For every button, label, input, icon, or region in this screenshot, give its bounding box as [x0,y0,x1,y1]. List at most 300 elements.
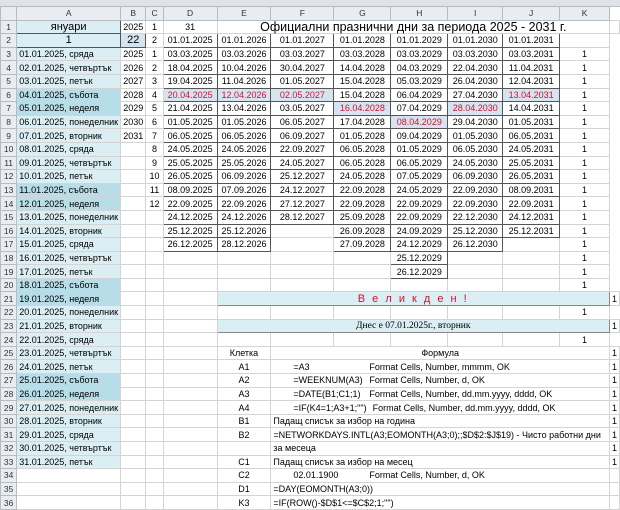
date-cell-16[interactable]: 16.01.2025, четвъртък [17,251,121,265]
cell-b22[interactable] [121,306,146,320]
holiday-e15[interactable]: 24.12.2026 [217,210,271,224]
date-cell-14[interactable]: 14.01.2025, вторник [17,224,121,238]
year-option-5[interactable]: 2029 [121,102,146,116]
holiday-e17[interactable]: 28.12.2026 [217,238,271,252]
month-option-5[interactable]: 5 [146,102,163,116]
row-header-4[interactable]: 4 [1,61,17,75]
date-cell-9[interactable]: 09.01.2025, четвъртък [17,156,121,170]
select-all-corner[interactable] [1,7,17,21]
row-header-36[interactable]: 36 [1,496,17,510]
cell-c23[interactable] [146,319,163,333]
holiday-g22[interactable] [334,306,391,320]
holiday-f11[interactable]: 24.05.2027 [271,156,334,170]
holiday-g3[interactable]: 03.03.2028 [334,47,391,61]
holiday-j8[interactable]: 01.05.2031 [503,115,560,129]
holiday-f6[interactable]: 02.05.2027 [271,88,334,102]
cell-c32[interactable] [146,442,163,456]
holiday-g6[interactable]: 15.04.2028 [334,88,391,102]
date-cell-18[interactable]: 18.01.2025, събота [17,278,121,292]
holiday-h4[interactable]: 04.03.2029 [391,61,448,75]
date-cell-19[interactable]: 19.01.2025, неделя [17,292,121,306]
row-header-8[interactable]: 8 [1,115,17,129]
cell-b27[interactable] [121,374,146,388]
month-option-7[interactable]: 7 [146,129,163,143]
holiday-i4[interactable]: 22.04.2030 [448,61,503,75]
cell-d21[interactable] [163,292,217,306]
holiday-d2[interactable]: 01.01.2025 [163,34,217,48]
holiday-e8[interactable]: 01.05.2026 [217,115,271,129]
holiday-f12[interactable]: 25.12.2027 [271,170,334,184]
row-header-21[interactable]: 21 [1,292,17,306]
row-header-32[interactable]: 32 [1,442,17,456]
date-cell-7[interactable]: 07.01.2025, вторник [17,129,121,143]
cell-a34[interactable] [17,469,121,483]
column-header-a[interactable]: A [17,7,121,21]
holiday-d8[interactable]: 01.05.2025 [163,115,217,129]
spreadsheet-grid[interactable] [0,6,620,510]
cell-d34[interactable] [163,469,217,483]
holiday-i19[interactable] [448,265,503,279]
month-option-3[interactable]: 3 [146,74,163,88]
cell-c34[interactable] [146,469,163,483]
holiday-f10[interactable]: 22.09.2027 [271,142,334,156]
column-header-h[interactable]: H [391,7,448,21]
row-header-34[interactable]: 34 [1,469,17,483]
holiday-h12[interactable]: 07.05.2029 [391,170,448,184]
holiday-f22[interactable] [271,306,334,320]
row-header-13[interactable]: 13 [1,183,17,197]
row-header-10[interactable]: 10 [1,142,17,156]
holiday-j24[interactable] [503,333,560,347]
holiday-g18[interactable] [334,251,391,265]
month-option-11[interactable]: 11 [146,183,163,197]
holiday-f24[interactable] [271,333,334,347]
cell-c15[interactable] [146,210,163,224]
cell-c33[interactable] [146,455,163,469]
holiday-i9[interactable]: 01.05.2030 [448,129,503,143]
holiday-g12[interactable]: 24.05.2028 [334,170,391,184]
row-header-28[interactable]: 28 [1,387,17,401]
holiday-h18[interactable]: 25.12.2029 [391,251,448,265]
date-cell-12[interactable]: 12.01.2025, неделя [17,197,121,211]
holiday-e9[interactable]: 06.05.2026 [217,129,271,143]
cell-c25[interactable] [146,346,163,360]
month-option-9[interactable]: 9 [146,156,163,170]
holiday-d9[interactable]: 06.05.2025 [163,129,217,143]
date-cell-15[interactable]: 15.01.2025, сряда [17,238,121,252]
cell-b15[interactable] [121,210,146,224]
holiday-g24[interactable] [334,333,391,347]
holiday-f5[interactable]: 01.05.2027 [271,74,334,88]
holiday-j7[interactable]: 14.04.2031 [503,102,560,116]
holiday-j5[interactable]: 12.04.2031 [503,74,560,88]
column-header-b[interactable]: B [121,7,146,21]
cell-c30[interactable] [146,414,163,428]
month-option-4[interactable]: 4 [146,88,163,102]
holiday-f18[interactable] [271,251,334,265]
holiday-h14[interactable]: 22.09.2029 [391,197,448,211]
holiday-j20[interactable] [503,278,560,292]
year-header-cell[interactable]: 2025 [121,20,146,34]
holiday-f17[interactable] [271,238,334,252]
holiday-d13[interactable]: 08.09.2025 [163,183,217,197]
holiday-d4[interactable]: 18.04.2025 [163,61,217,75]
holiday-i16[interactable]: 25.12.2030 [448,224,503,238]
row-header-31[interactable]: 31 [1,428,17,442]
cell-b36[interactable] [121,496,146,510]
row-header-12[interactable]: 12 [1,170,17,184]
holiday-j14[interactable]: 22.09.2031 [503,197,560,211]
date-cell-10[interactable]: 10.01.2025, петък [17,170,121,184]
holiday-g10[interactable]: 06.05.2028 [334,142,391,156]
row-header-6[interactable]: 6 [1,88,17,102]
cell-c26[interactable] [146,360,163,374]
row-header-7[interactable]: 7 [1,102,17,116]
holiday-h10[interactable]: 01.05.2029 [391,142,448,156]
holiday-h17[interactable]: 24.12.2029 [391,238,448,252]
holiday-e12[interactable]: 06.09.2026 [217,170,271,184]
holiday-i7[interactable]: 28.04.2030 [448,102,503,116]
holiday-d19[interactable] [163,265,217,279]
row-header-24[interactable]: 24 [1,333,17,347]
holiday-e2[interactable]: 01.01.2026 [217,34,271,48]
holiday-i13[interactable]: 22.09.2030 [448,183,503,197]
holiday-e7[interactable]: 13.04.2026 [217,102,271,116]
cell-d26[interactable] [163,360,217,374]
cell-b12[interactable] [121,170,146,184]
cell-b35[interactable] [121,482,146,496]
holiday-i12[interactable]: 06.09.2030 [448,170,503,184]
cell-d25[interactable] [163,346,217,360]
date-cell-20[interactable]: 20.01.2025, понеделник [17,306,121,320]
holiday-i5[interactable]: 26.04.2030 [448,74,503,88]
holiday-f19[interactable] [271,265,334,279]
column-header-d[interactable]: D [163,7,217,21]
holiday-f3[interactable]: 03.03.2027 [271,47,334,61]
cell-b23[interactable] [121,319,146,333]
holiday-g2[interactable]: 01.01.2028 [334,34,391,48]
holiday-h19[interactable]: 26.12.2029 [391,265,448,279]
date-cell-22[interactable]: 22.01.2025, сряда [17,333,121,347]
holiday-f13[interactable]: 24.12.2027 [271,183,334,197]
holiday-d16[interactable]: 25.12.2025 [163,224,217,238]
year-option-7[interactable]: 2031 [121,129,146,143]
column-header-g[interactable]: G [334,7,391,21]
row-header-23[interactable]: 23 [1,319,17,333]
month-name-cell[interactable]: януари [17,20,121,34]
holiday-g20[interactable] [334,278,391,292]
holiday-i20[interactable] [448,278,503,292]
cell-b28[interactable] [121,387,146,401]
cell-d33[interactable] [163,455,217,469]
cell-b34[interactable] [121,469,146,483]
column-header-c[interactable]: C [146,7,163,21]
date-cell-30[interactable]: 30.01.2025, четвъртък [17,442,121,456]
row-header-14[interactable]: 14 [1,197,17,211]
holiday-j13[interactable]: 08.09.2031 [503,183,560,197]
holiday-d10[interactable]: 24.05.2025 [163,142,217,156]
holiday-g19[interactable] [334,265,391,279]
holiday-i11[interactable]: 24.05.2030 [448,156,503,170]
days-in-month-cell[interactable]: 31 [163,20,217,34]
holiday-f4[interactable]: 30.04.2027 [271,61,334,75]
cell-b32[interactable] [121,442,146,456]
month-option-12[interactable]: 12 [146,197,163,211]
holiday-h3[interactable]: 03.03.2029 [391,47,448,61]
holiday-i17[interactable]: 26.12.2030 [448,238,503,252]
cell-c28[interactable] [146,387,163,401]
row-header-1[interactable]: 1 [1,20,17,34]
cell-c24[interactable] [146,333,163,347]
holiday-i2[interactable]: 01.01.2030 [448,34,503,48]
holiday-d12[interactable]: 26.05.2025 [163,170,217,184]
holiday-j11[interactable]: 25.05.2031 [503,156,560,170]
row-header-25[interactable]: 25 [1,346,17,360]
row-header-9[interactable]: 9 [1,129,17,143]
month-option-1[interactable]: 1 [146,47,163,61]
days-offset-cell[interactable]: 2 [146,34,163,48]
holiday-h22[interactable] [391,306,448,320]
month-option-10[interactable]: 10 [146,170,163,184]
cell-b18[interactable] [121,251,146,265]
cell-b14[interactable] [121,197,146,211]
cell-d23[interactable] [163,319,217,333]
cell-b13[interactable] [121,183,146,197]
holiday-f14[interactable]: 27.12.2027 [271,197,334,211]
cell-c18[interactable] [146,251,163,265]
holiday-h5[interactable]: 05.03.2029 [391,74,448,88]
date-cell-23[interactable]: 23.01.2025, четвъртък [17,346,121,360]
holiday-d3[interactable]: 03.03.2025 [163,47,217,61]
holiday-j18[interactable] [503,251,560,265]
holiday-e18[interactable] [217,251,271,265]
holiday-e10[interactable]: 24.05.2026 [217,142,271,156]
holiday-h6[interactable]: 06.04.2029 [391,88,448,102]
holiday-j17[interactable] [503,238,560,252]
holiday-j6[interactable]: 13.04.2031 [503,88,560,102]
holiday-g13[interactable]: 22.09.2028 [334,183,391,197]
holiday-i22[interactable] [448,306,503,320]
holiday-f8[interactable]: 06.05.2027 [271,115,334,129]
date-cell-25[interactable]: 25.01.2025, събота [17,374,121,388]
cell-c17[interactable] [146,238,163,252]
row-header-27[interactable]: 27 [1,374,17,388]
holiday-g15[interactable]: 25.09.2028 [334,210,391,224]
cell-d36[interactable] [163,496,217,510]
holiday-j12[interactable]: 26.05.2031 [503,170,560,184]
holiday-f9[interactable]: 06.09.2027 [271,129,334,143]
row-header-16[interactable]: 16 [1,224,17,238]
cell-c35[interactable] [146,482,163,496]
row-header-11[interactable]: 11 [1,156,17,170]
year-option-6[interactable]: 2030 [121,115,146,129]
row-header-19[interactable]: 19 [1,265,17,279]
column-header-e[interactable]: E [217,7,271,21]
cell-c29[interactable] [146,401,163,415]
cell-d29[interactable] [163,401,217,415]
cell-c20[interactable] [146,278,163,292]
holiday-h24[interactable] [391,333,448,347]
week-number-cell[interactable]: 1 [17,34,121,48]
cell-d32[interactable] [163,442,217,456]
holiday-g8[interactable]: 17.04.2028 [334,115,391,129]
holiday-j15[interactable]: 24.12.2031 [503,210,560,224]
row-header-30[interactable]: 30 [1,414,17,428]
holiday-d5[interactable]: 19.04.2025 [163,74,217,88]
holiday-e16[interactable]: 25.12.2026 [217,224,271,238]
cell-d27[interactable] [163,374,217,388]
month-option-2[interactable]: 2 [146,61,163,75]
date-cell-31[interactable]: 31.01.2025, петък [17,455,121,469]
row-header-22[interactable]: 22 [1,306,17,320]
holiday-h7[interactable]: 07.04.2029 [391,102,448,116]
month-option-6[interactable]: 6 [146,115,163,129]
month-number-cell[interactable]: 1 [146,20,163,34]
holiday-e6[interactable]: 12.04.2026 [217,88,271,102]
holiday-e5[interactable]: 11.04.2026 [217,74,271,88]
cell-c22[interactable] [146,306,163,320]
holiday-j16[interactable]: 25.12.2031 [503,224,560,238]
holiday-d11[interactable]: 25.05.2025 [163,156,217,170]
year-option-4[interactable]: 2028 [121,88,146,102]
row-header-26[interactable]: 26 [1,360,17,374]
workdays-count-cell[interactable]: 22 [121,34,146,48]
cell-b24[interactable] [121,333,146,347]
holiday-f7[interactable]: 03.05.2027 [271,102,334,116]
cell-d30[interactable] [163,414,217,428]
cell-c27[interactable] [146,374,163,388]
cell-c21[interactable] [146,292,163,306]
date-cell-1[interactable]: 01.01.2025, сряда [17,47,121,61]
cell-c16[interactable] [146,224,163,238]
year-option-2[interactable]: 2026 [121,61,146,75]
holiday-d24[interactable] [163,333,217,347]
cell-b17[interactable] [121,238,146,252]
row-header-2[interactable]: 2 [1,34,17,48]
holiday-j9[interactable]: 06.05.2031 [503,129,560,143]
holiday-i18[interactable] [448,251,503,265]
holiday-d17[interactable]: 26.12.2025 [163,238,217,252]
holiday-h11[interactable]: 06.05.2029 [391,156,448,170]
holiday-g5[interactable]: 15.04.2028 [334,74,391,88]
cell-b16[interactable] [121,224,146,238]
cell-b10[interactable] [121,142,146,156]
column-header-i[interactable]: I [448,7,503,21]
holiday-f20[interactable] [271,278,334,292]
date-cell-17[interactable]: 17.01.2025, петък [17,265,121,279]
holiday-e22[interactable] [217,306,271,320]
date-cell-29[interactable]: 29.01.2025, сряда [17,428,121,442]
holiday-i10[interactable]: 06.05.2030 [448,142,503,156]
row-header-17[interactable]: 17 [1,238,17,252]
holiday-i15[interactable]: 22.12.2030 [448,210,503,224]
holiday-h8[interactable]: 08.04.2029 [391,115,448,129]
holiday-f15[interactable]: 28.12.2027 [271,210,334,224]
row-header-5[interactable]: 5 [1,74,17,88]
date-cell-2[interactable]: 02.01.2025, четвъртък [17,61,121,75]
cell-b30[interactable] [121,414,146,428]
cell-b26[interactable] [121,360,146,374]
holiday-g7[interactable]: 16.04.2028 [334,102,391,116]
cell-c36[interactable] [146,496,163,510]
row-header-15[interactable]: 15 [1,210,17,224]
date-cell-11[interactable]: 11.01.2025, събота [17,183,121,197]
holiday-e11[interactable]: 25.05.2026 [217,156,271,170]
date-cell-24[interactable]: 24.01.2025, петък [17,360,121,374]
holiday-e13[interactable]: 07.09.2026 [217,183,271,197]
date-cell-26[interactable]: 26.01.2025, неделя [17,387,121,401]
holiday-d15[interactable]: 24.12.2025 [163,210,217,224]
holiday-e4[interactable]: 10.04.2026 [217,61,271,75]
cell-d35[interactable] [163,482,217,496]
date-cell-6[interactable]: 06.01.2025, понеделник [17,115,121,129]
cell-b20[interactable] [121,278,146,292]
cell-a35[interactable] [17,482,121,496]
cell-b21[interactable] [121,292,146,306]
holiday-g16[interactable]: 26.09.2028 [334,224,391,238]
holiday-e19[interactable] [217,265,271,279]
row-header-20[interactable]: 20 [1,278,17,292]
column-header-k[interactable]: K [560,7,610,21]
date-cell-27[interactable]: 27.01.2025, понеделник [17,401,121,415]
holiday-h20[interactable] [391,278,448,292]
month-option-8[interactable]: 8 [146,142,163,156]
holiday-i6[interactable]: 27.04.2030 [448,88,503,102]
holiday-d20[interactable] [163,278,217,292]
holiday-h13[interactable]: 24.05.2029 [391,183,448,197]
holiday-h16[interactable]: 24.09.2029 [391,224,448,238]
holiday-i14[interactable]: 22.09.2030 [448,197,503,211]
holiday-g17[interactable]: 27.09.2028 [334,238,391,252]
date-cell-8[interactable]: 08.01.2025, сряда [17,142,121,156]
holiday-f16[interactable] [271,224,334,238]
cell-d28[interactable] [163,387,217,401]
cell-b31[interactable] [121,428,146,442]
cell-d31[interactable] [163,428,217,442]
cell-k1[interactable] [609,20,619,34]
holiday-g4[interactable]: 14.04.2028 [334,61,391,75]
row-header-35[interactable]: 35 [1,482,17,496]
cell-b25[interactable] [121,346,146,360]
holiday-f2[interactable]: 01.01.2027 [271,34,334,48]
holiday-j3[interactable]: 03.03.2031 [503,47,560,61]
cell-c19[interactable] [146,265,163,279]
cell-a36[interactable] [17,496,121,510]
row-header-3[interactable]: 3 [1,47,17,61]
holiday-e20[interactable] [217,278,271,292]
holiday-h2[interactable]: 01.01.2029 [391,34,448,48]
holiday-e3[interactable]: 03.03.2026 [217,47,271,61]
holiday-h15[interactable]: 22.09.2029 [391,210,448,224]
holiday-d14[interactable]: 22.09.2025 [163,197,217,211]
column-header-j[interactable]: J [503,7,560,21]
holiday-i8[interactable]: 29.04.2030 [448,115,503,129]
column-header-f[interactable]: F [271,7,334,21]
holiday-g14[interactable]: 22.09.2028 [334,197,391,211]
cell-b33[interactable] [121,455,146,469]
cell-c31[interactable] [146,428,163,442]
date-cell-5[interactable]: 05.01.2025, неделя [17,102,121,116]
holiday-g11[interactable]: 06.05.2028 [334,156,391,170]
year-option-3[interactable]: 2027 [121,74,146,88]
holiday-d6[interactable]: 20.04.2025 [163,88,217,102]
holiday-g9[interactable]: 01.05.2028 [334,129,391,143]
date-cell-4[interactable]: 04.01.2025, събота [17,88,121,102]
holiday-j2[interactable]: 01.01.2031 [503,34,560,48]
holiday-j19[interactable] [503,265,560,279]
row-header-18[interactable]: 18 [1,251,17,265]
row-header-29[interactable]: 29 [1,401,17,415]
